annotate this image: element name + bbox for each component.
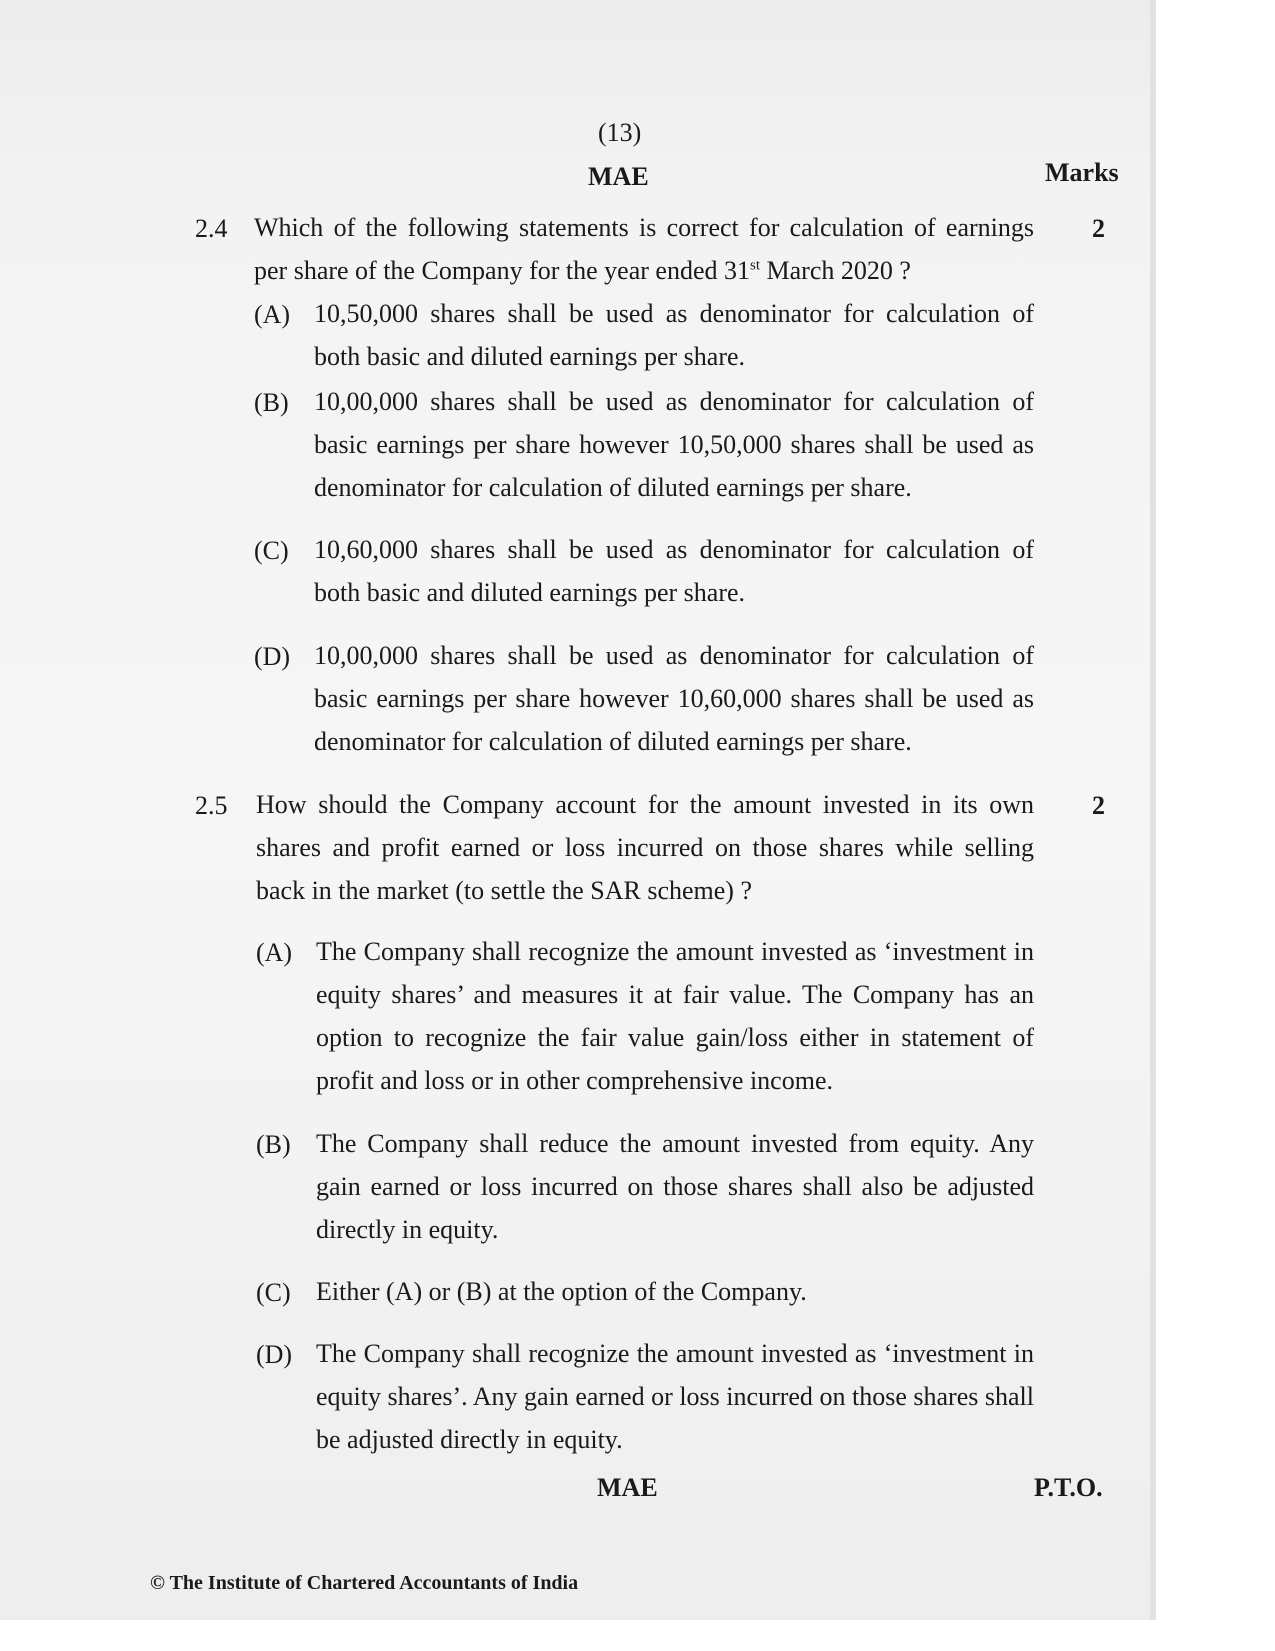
page-number: (13) bbox=[598, 118, 642, 147]
question-text-part: March 2020 ? bbox=[760, 256, 911, 285]
option-text: 10,00,000 shares shall be used as denominator for calculation of basic earnings per share however 10,60,000 shares shall be used as denominator for calculation of diluted earnings per share. bbox=[314, 641, 1034, 756]
question-marks: 2 bbox=[1092, 791, 1105, 820]
question-marks: 2 bbox=[1092, 214, 1105, 243]
question-text: How should the Company account for the amount invested in its own shares and profit earned or loss incurred on those shares while selling back in the market (to settle the SAR scheme) ? bbox=[256, 790, 1034, 905]
option-letter: (D) bbox=[254, 642, 291, 671]
option-letter: (A) bbox=[254, 300, 291, 329]
option-letter: (B) bbox=[256, 1130, 291, 1159]
paper-code-footer: MAE bbox=[597, 1473, 658, 1502]
option-text: 10,60,000 shares shall be used as denominator for calculation of both basic and diluted earnings per share. bbox=[314, 535, 1034, 607]
option-letter: (D) bbox=[256, 1340, 293, 1369]
copyright-notice: © The Institute of Chartered Accountants of India bbox=[150, 1572, 579, 1594]
please-turn-over: P.T.O. bbox=[1034, 1473, 1103, 1502]
page-edge bbox=[1150, 0, 1156, 1620]
option-letter: (B) bbox=[254, 388, 289, 417]
question-text bbox=[254, 206, 1034, 292]
question-text-part: Which of the following statements is correct for calculation of earnings per share of the Company for the year ended 31 bbox=[254, 213, 1034, 285]
option-text: The Company shall recognize the amount invested as ‘investment in equity shares’. Any gain earned or loss incurred on those shares shall be adjusted directly in equity. bbox=[316, 1339, 1034, 1454]
option-text: 10,00,000 shares shall be used as denominator for calculation of basic earnings per share however 10,50,000 shares shall be used as denominator for calculation of diluted earnings per share. bbox=[314, 387, 1034, 502]
paper-code-header: MAE bbox=[588, 162, 649, 191]
option-letter: (A) bbox=[256, 938, 293, 967]
question-number: 2.5 bbox=[195, 791, 228, 820]
marks-column-heading: Marks bbox=[1045, 158, 1119, 187]
question-number: 2.4 bbox=[195, 214, 228, 243]
option-letter: (C) bbox=[254, 536, 289, 565]
option-letter: (C) bbox=[256, 1278, 291, 1307]
ordinal-suffix: st bbox=[749, 257, 760, 274]
option-text: The Company shall recognize the amount invested as ‘investment in equity shares’ and measures it at fair value. The Company has an option to recognize the fair value gain/loss either in statement of profit and loss or in other comprehensive income. bbox=[316, 937, 1034, 1095]
option-text: Either (A) or (B) at the option of the Company. bbox=[316, 1277, 807, 1306]
option-text: 10,50,000 shares shall be used as denominator for calculation of both basic and diluted earnings per share. bbox=[314, 299, 1034, 371]
option-text: The Company shall reduce the amount invested from equity. Any gain earned or loss incurred on those shares shall also be adjusted directly in equity. bbox=[316, 1129, 1034, 1244]
